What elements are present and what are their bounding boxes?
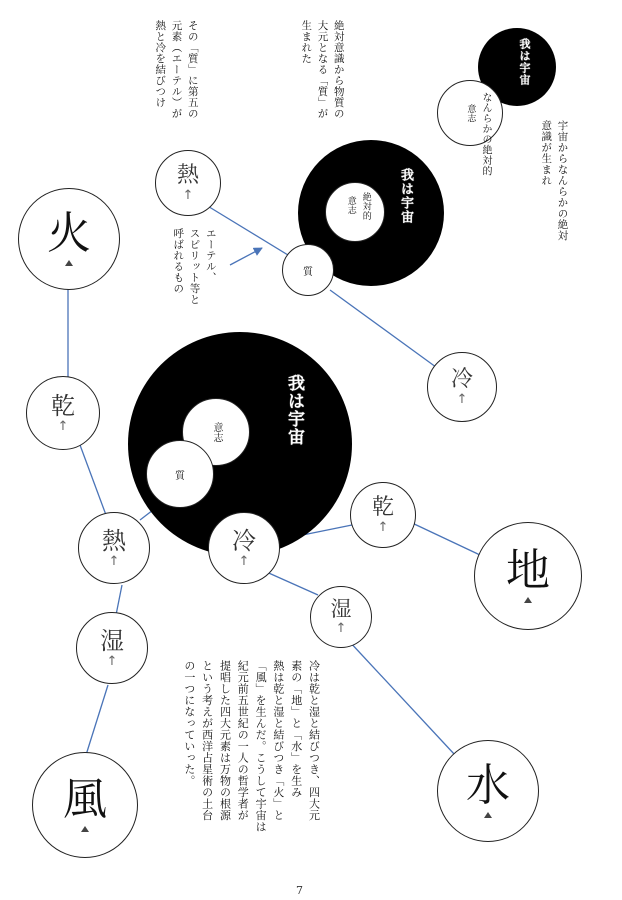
earth-label: 地 [506, 545, 550, 596]
line-shitsu-to-cold [330, 290, 440, 370]
fire-label: 火 [47, 208, 91, 259]
cosmos-title-large: 我は宇宙 [284, 374, 304, 446]
hot-label-top: 熱 [176, 162, 199, 188]
triangle-mark-icon [484, 812, 492, 818]
nanrakano-zettaiteki-label: なんらかの絶対的 [480, 92, 491, 176]
shitsu-circle-top [282, 244, 334, 296]
arrow-ether [230, 248, 262, 265]
triangle-mark-icon [524, 597, 532, 603]
air-label: 風 [63, 774, 107, 825]
line-dry-to-hot [80, 445, 106, 515]
cold-circle-center [208, 512, 280, 584]
cosmos-title-medium: 我は宇宙 [398, 168, 413, 224]
dry-label-right: 乾 [371, 494, 394, 520]
shitsu-label-center: 質 [175, 470, 185, 482]
wet-circle-left [76, 612, 148, 684]
line-cold-to-wet [262, 570, 318, 595]
water-label: 水 [466, 760, 510, 811]
hot-circle-top [155, 150, 221, 216]
will-label-small: 意志 [465, 103, 476, 123]
cosmos-title-small: 我は宇宙 [518, 38, 531, 86]
air-circle [32, 752, 138, 858]
note-fifth-element: その「質」に第五の 元素（エーテル）が 熱と冷を結びつけ [154, 20, 199, 119]
return-mark-icon: ↑ [182, 187, 194, 203]
note-ether: エーテル、 スピリット等と 呼ばれるもの [172, 228, 217, 305]
shitsu-circle-center [146, 440, 214, 508]
shitsu-label-top: 質 [303, 266, 313, 278]
return-mark-icon: ↑ [335, 621, 347, 636]
hot-circle-bottom [78, 512, 150, 584]
triangle-mark-icon [65, 260, 73, 266]
will-circle-small [437, 80, 503, 146]
return-mark-icon: ↑ [456, 391, 468, 407]
dry-circle-right [350, 482, 416, 548]
return-mark-icon: ↑ [57, 418, 69, 434]
line-wet-to-water [348, 640, 455, 755]
triangle-mark-icon [81, 826, 89, 832]
zettaiteki-label-medium: 絶対的 [360, 192, 371, 221]
cold-circle-right [427, 352, 497, 422]
wet-label-left: 湿 [100, 626, 124, 655]
return-mark-icon: ↑ [106, 653, 118, 669]
line-dry-to-earth [410, 522, 480, 555]
cold-label-right: 冷 [450, 366, 473, 392]
will-label-medium: 意志 [345, 196, 356, 215]
main-paragraph: 冷は乾と湿と結びつき、四大元 素の「地」と「水」を生み 熱は乾と湿と結びつき「火」と 「風」を生んだ。こうして宇宙は 紀元前五世紀の一人の哲学者が 提唱した四大元素は万物の根源 という考えが西洋占星術の土台 の一つになっていった。 [182, 660, 321, 833]
hot-label-bottom: 熱 [102, 526, 126, 555]
return-mark-icon: ↑ [377, 519, 389, 535]
wet-label-right: 湿 [330, 597, 352, 621]
wet-circle-right [310, 586, 372, 648]
note-matter: 絶対意識から物質の 大元となる「質」が 生まれた [300, 20, 345, 119]
water-circle [437, 740, 539, 842]
note-cosmos: 宇宙からなんらかの絶対 意識が生まれ [540, 120, 569, 241]
dry-circle-left [26, 376, 100, 450]
earth-circle [474, 522, 582, 630]
page-number: 7 [296, 884, 303, 897]
will-label-large: 意志 [211, 421, 222, 443]
cold-label-center: 冷 [232, 526, 256, 555]
return-mark-icon: ↑ [238, 553, 250, 569]
fire-circle [18, 188, 120, 290]
line-hot-to-wet [116, 585, 122, 615]
line-wet-to-air [86, 685, 108, 755]
return-mark-icon: ↑ [108, 553, 120, 569]
dry-label-left: 乾 [51, 391, 75, 420]
